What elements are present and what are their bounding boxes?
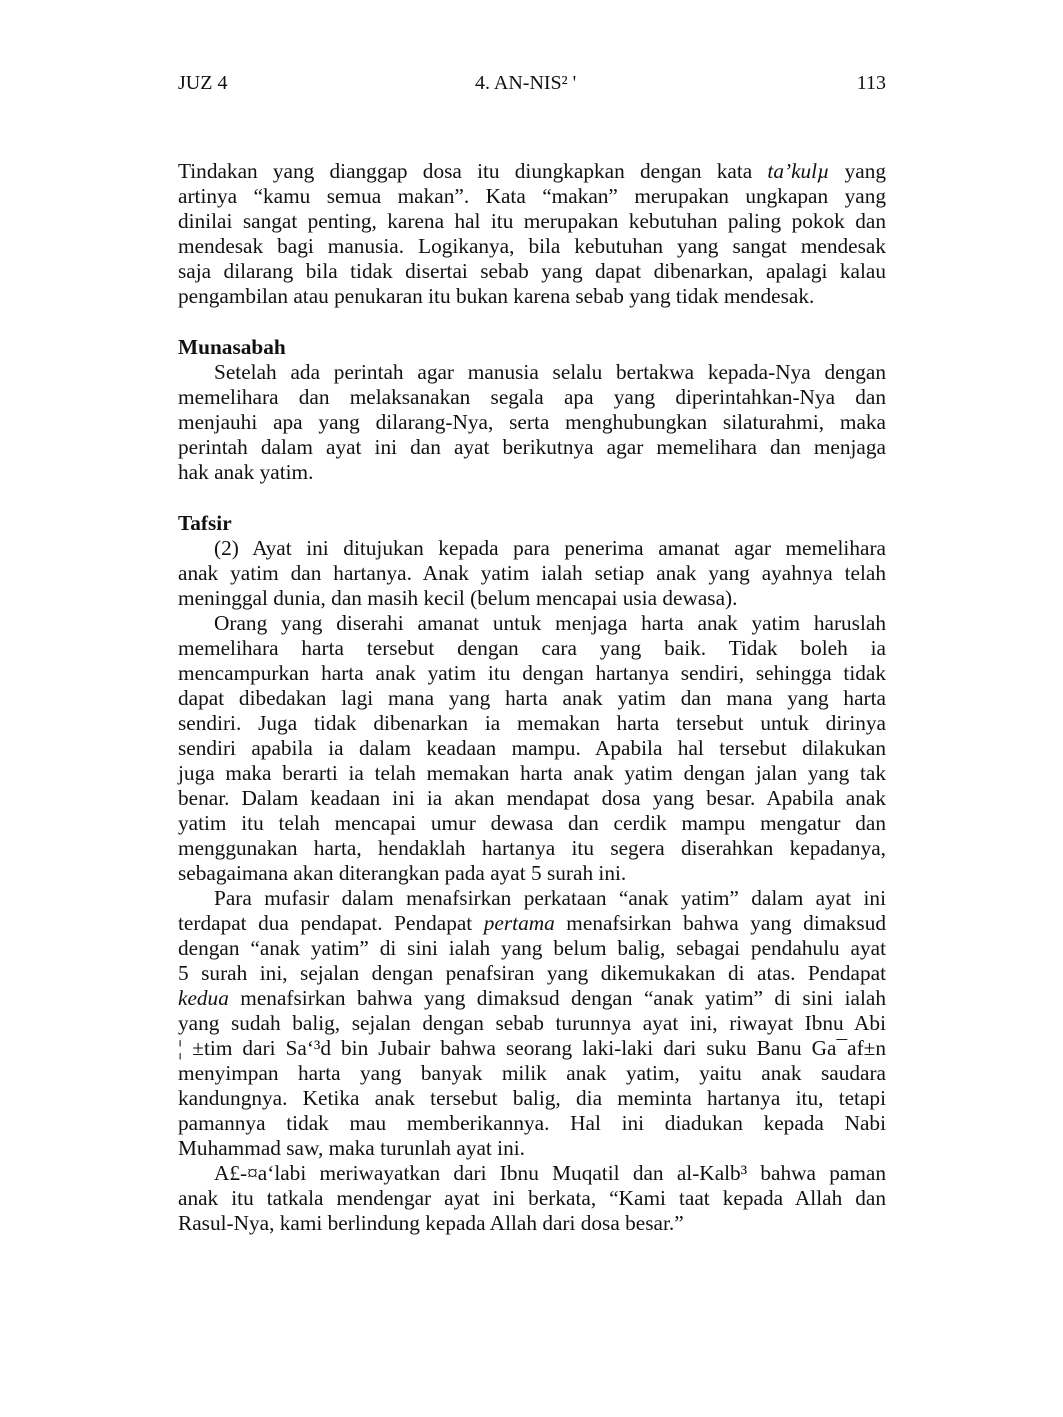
text-line: juga maka berarti ia telah memakan harta anak yatim dengan jalan yang tak (178, 761, 886, 785)
paragraph (178, 611, 886, 886)
text-line: hak anak yatim. (178, 460, 314, 484)
text-line: yang sudah balig, sejalan dengan sebab turunnya ayat ini, riwayat Ibnu Abi (178, 1011, 886, 1035)
text-line: sebagaimana akan diterangkan pada ayat 5 surah ini. (178, 861, 627, 885)
text-line: memelihara harta tersebut dengan cara yang baik. Tidak boleh ia (178, 636, 886, 660)
section (178, 335, 886, 485)
text-line: A£-¤a‘labi meriwayatkan dari Ibnu Muqatil dan al-Kalb³ bahwa paman (214, 1161, 886, 1185)
text-line: anak itu tatkala mendengar ayat ini berkata, “Kami taat kepada Allah dan (178, 1186, 886, 1210)
text-line: meninggal dunia, dan masih kecil (belum mencapai usia dewasa). (178, 586, 738, 610)
text-line: anak yatim dan hartanya. Anak yatim ialah setiap anak yang ayahnya telah (178, 561, 886, 585)
text-line: menjauhi apa yang dilarang-Nya, serta menghubungkan silaturahmi, maka (178, 410, 886, 434)
page-number: 113 (856, 72, 886, 94)
text-line: Rasul-Nya, kami berlindung kepada Allah dari dosa besar.” (178, 1211, 684, 1235)
text-line: dengan “anak yatim” di sini ialah yang belum balig, sebagai pendahulu ayat (178, 936, 886, 960)
text-line: kedua menafsirkan bahwa yang dimaksud dengan “anak yatim” di sini ialah (178, 986, 886, 1010)
text-line: dapat dibedakan lagi mana yang harta anak yatim dan mana yang harta (178, 686, 886, 710)
text-line: memelihara dan melaksanakan segala apa yang diperintahkan-Nya dan (178, 385, 886, 409)
text-line: sendiri apabila ia dalam keadaan mampu. Apabila hal tersebut dilakukan (178, 736, 886, 760)
header-surah: 4. AN-NIS² ' (475, 72, 577, 94)
section-heading: Munasabah (178, 335, 286, 359)
text-line: 5 surah ini, sejalan dengan penafsiran yang dikemukakan di atas. Pendapat (178, 961, 886, 985)
header-juz: JUZ 4 (178, 72, 228, 94)
paragraph (178, 1161, 886, 1236)
text-line: terdapat dua pendapat. Pendapat pertama menafsirkan bahwa yang dimaksud (178, 911, 886, 935)
running-header (178, 72, 886, 98)
italic-term: kedua (178, 986, 229, 1010)
text-line: Orang yang diserahi amanat untuk menjaga harta anak yatim haruslah (214, 611, 886, 635)
text-line: Tindakan yang dianggap dosa itu diungkapkan dengan kata ta’kulµ yang (178, 159, 886, 183)
text-line: mendesak bagi manusia. Logikanya, bila kebutuhan yang sangat mendesak (178, 234, 886, 258)
text-line: yatim itu telah mencapai umur dewasa dan cerdik mampu mengatur dan (178, 811, 886, 835)
paragraph (178, 159, 886, 309)
paragraph (178, 886, 886, 1161)
paragraph (178, 536, 886, 611)
text-line: (2) Ayat ini ditujukan kepada para penerima amanat agar memelihara (214, 536, 886, 560)
text-line: pengambilan atau penukaran itu bukan karena sebab yang tidak mendesak. (178, 284, 815, 308)
page-body (178, 159, 886, 1236)
text-line: mencampurkan harta anak yatim itu dengan hartanya sendiri, sehingga tidak (178, 661, 886, 685)
text-line: artinya “kamu semua makan”. Kata “makan” merupakan ungkapan yang (178, 184, 886, 208)
text-line: sendiri. Juga tidak dibenarkan ia memakan harta tersebut untuk dirinya (178, 711, 886, 735)
text-line: benar. Dalam keadaan ini ia akan mendapat dosa yang besar. Apabila anak (178, 786, 886, 810)
text-line: menggunakan harta, hendaklah hartanya itu segera diserahkan kepadanya, (178, 836, 886, 860)
italic-term: pertama (483, 911, 555, 935)
text-line: menyimpan harta yang banyak milik anak yatim, yaitu anak saudara (178, 1061, 886, 1085)
text-line: dinilai sangat penting, karena hal itu merupakan kebutuhan paling pokok dan (178, 209, 886, 233)
section-heading: Tafsir (178, 511, 232, 535)
text-line: kandungnya. Ketika anak tersebut balig, dia meminta hartanya itu, tetapi (178, 1086, 886, 1110)
paragraph (178, 360, 886, 485)
text-line: pamannya tidak mau memberikannya. Hal ini diadukan kepada Nabi (178, 1111, 886, 1135)
text-line: perintah dalam ayat ini dan ayat berikutnya agar memelihara dan menjaga (178, 435, 886, 459)
section (178, 511, 886, 1236)
text-line: saja dilarang bila tidak disertai sebab yang dapat dibenarkan, apalagi kalau (178, 259, 886, 283)
italic-term: ta’kulµ (767, 159, 830, 183)
text-line: Para mufasir dalam menafsirkan perkataan “anak yatim” dalam ayat ini (214, 886, 886, 910)
section (178, 159, 886, 309)
text-line: ¦ ±tim dari Sa‘³d bin Jubair bahwa seorang laki-laki dari suku Banu Ga¯af±n (178, 1036, 886, 1060)
text-line: Muhammad saw, maka turunlah ayat ini. (178, 1136, 525, 1160)
text-line: Setelah ada perintah agar manusia selalu bertakwa kepada-Nya dengan (214, 360, 886, 384)
